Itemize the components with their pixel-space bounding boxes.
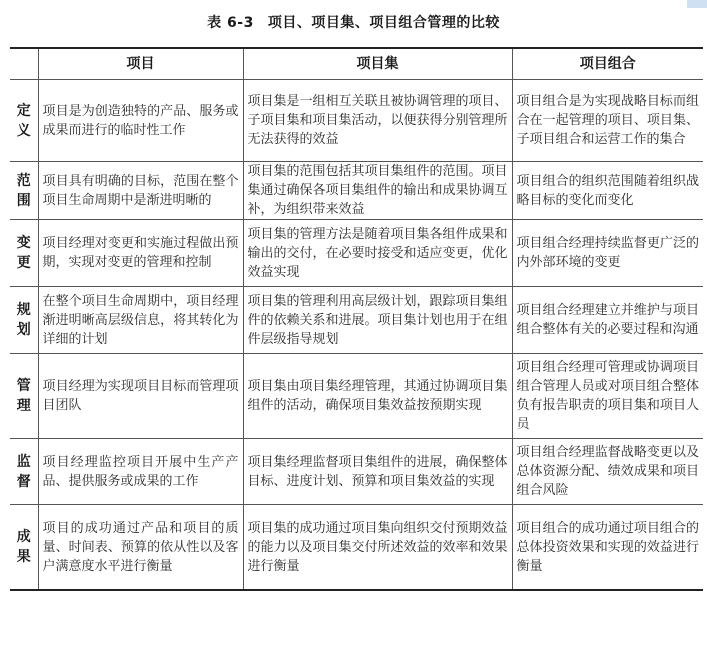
portfolio-cell: 项目组合经理持续监督更广泛的内外部环境的变更 (512, 220, 703, 287)
row-label: 范围 (10, 162, 38, 220)
project-cell: 项目经理监控项目开展中生产产品、提供服务或成果的工作 (38, 439, 243, 505)
portfolio-cell: 项目组合的组织范围随着组织战略目标的变化而变化 (512, 162, 703, 220)
table-row-management (10, 354, 703, 439)
table-number: 表 6-3 (207, 15, 254, 31)
portfolio-cell: 项目组合经理监督战略变更以及总体资源分配、绩效成果和项目组合风险 (512, 439, 703, 505)
header-program: 项目集 (243, 48, 512, 80)
table-row-scope (10, 162, 703, 220)
program-cell: 项目集的管理利用高层级计划，跟踪项目集组件的依赖关系和进展。项目集计划也用于在组件层级指导规划 (243, 287, 512, 354)
header-row (10, 48, 703, 80)
portfolio-cell: 项目组合经理可管理或协调项目组合管理人员或对项目组合整体负有报告职责的项目集和项目人员 (512, 354, 703, 439)
table-row-definition (10, 80, 703, 162)
program-cell: 项目集是一组相互关联且被协调管理的项目、子项目集和项目集活动，以便获得分别管理所无法获得的效益 (243, 80, 512, 162)
table-row-success (10, 505, 703, 591)
project-cell: 项目的成功通过产品和项目的质量、时间表、预算的依从性以及客户满意度水平进行衡量 (38, 505, 243, 591)
project-cell: 在整个项目生命周期中，项目经理渐进明晰高层级信息，将其转化为详细的计划 (38, 287, 243, 354)
header-corner (10, 48, 38, 80)
program-cell: 项目集的管理方法是随着项目集各组件成果和输出的交付，在必要时接受和适应变更，优化效益实现 (243, 220, 512, 287)
project-cell: 项目经理为实现项目目标而管理项目团队 (38, 354, 243, 439)
table-row-change (10, 220, 703, 287)
program-cell: 项目集由项目集经理管理，其通过协调项目集组件的活动，确保项目集效益按预期实现 (243, 354, 512, 439)
program-cell: 项目集经理监督项目集组件的进展，确保整体目标、进度计划、预算和项目集效益的实现 (243, 439, 512, 505)
program-cell: 项目集的范围包括其项目集组件的范围。项目集通过确保各项目集组件的输出和成果协调互补，为组织带来效益 (243, 162, 512, 220)
table-row-planning (10, 287, 703, 354)
portfolio-cell: 项目组合经理建立并维护与项目组合整体有关的必要过程和沟通 (512, 287, 703, 354)
row-label: 管理 (10, 354, 38, 439)
table-title: 项目、项目集、项目组合管理的比较 (267, 15, 500, 31)
comparison-table (10, 47, 703, 591)
table-caption (0, 12, 707, 32)
row-label: 变更 (10, 220, 38, 287)
row-label: 成果 (10, 505, 38, 591)
table-row-monitoring (10, 439, 703, 505)
row-label: 定义 (10, 80, 38, 162)
program-cell: 项目集的成功通过项目集向组织交付预期效益的能力以及项目集交付所述效益的效率和效果进行衡量 (243, 505, 512, 591)
project-cell: 项目具有明确的目标，范围在整个项目生命周期中是渐进明晰的 (38, 162, 243, 220)
project-cell: 项目是为创造独特的产品、服务或成果而进行的临时性工作 (38, 80, 243, 162)
header-portfolio: 项目组合 (512, 48, 703, 80)
header-project: 项目 (38, 48, 243, 80)
portfolio-cell: 项目组合是为实现战略目标而组合在一起管理的项目、项目集、子项目组合和运营工作的集合 (512, 80, 703, 162)
row-label: 监督 (10, 439, 38, 505)
corner-tab (687, 0, 707, 8)
project-cell: 项目经理对变更和实施过程做出预期，实现对变更的管理和控制 (38, 220, 243, 287)
row-label: 规划 (10, 287, 38, 354)
portfolio-cell: 项目组合的成功通过项目组合的总体投资效果和实现的效益进行衡量 (512, 505, 703, 591)
